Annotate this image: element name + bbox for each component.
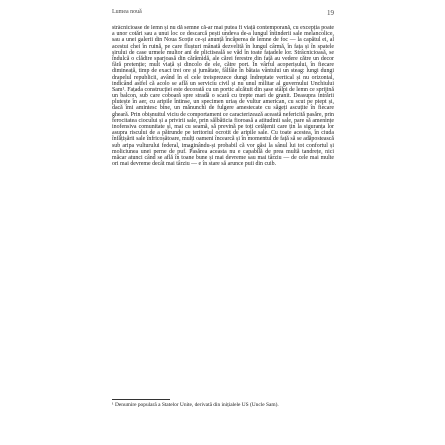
running-title: Lumea nouă — [112, 9, 142, 15]
footnote-divider — [112, 399, 170, 400]
footnote: ¹ Denumire populară a Statelor Unite, derivată din inițialele US (Uncle Sam). — [112, 402, 279, 408]
body-text — [112, 25, 334, 395]
page-number: 19 — [327, 9, 334, 17]
page-header — [112, 9, 334, 19]
paragraph: strâcnicioase de lemn și nu dă semne că-ar mai putea fi viață contemporană, cu excepția poate a unor cotări sau a unui loc ce descarcă pești undeva de-a lungul întinderii sale melancolice, sau a unei galerii din Noua Scoție ce-și anunță încăperea de lemne de foc — la capătul ei, al acestui chei în ruină, pe care flușturi mânată dezvelită în lungul cârmă, în fața și în spatele șirului de case urmele multor ani de plictiseală se văd în toate fațadele lor. Strâcnicioasă, se îndulcă o clădire sparjoasă din cărămidă, ale cărei ferestre din față au vedere către un decor fără pretenție; mult viață și dincolo de ele, către port. În vârful acoperișului, în fiecare dimineață, timp de exact trei ore și jumătate, fâlfâie în bătaia vântului un steag: lungi dungi drapelul republicii, având în el cele treisprezece dungi îndreptate vertical și nu orizontal, indicând astfel că acolo se află un serviciu civil și nu unul militar al guvernului Unchiului Sam¹. Fațada construcției este decorată cu un portic alcătuit din șase stâlpi de lemn ce sprijină un balcon, sub care coboară spre stradă o scară cu trepte mari de granit. Deasupra intrării plutește în aer, cu aripile întinse, un specimen uriaș de vultur american, cu scut pe piept și, dacă îmi amintesc bine, un mănunchi de fulgere amestecate cu săgeți ascuțite în fiecare gheară. Prin obișnuitul viciu de comportament ce caracterizează această nefericită pasăre, prin ferocitatea ciocului și a privirii sale, prin sălbăticia fioroasă a atitudinii sale, pare să amenințe inofensiva comunitate și, mai cu seamă, să prevină pe toți cetățenii care țin la siguranța lor asupra riscului de a pătrunde pe teritoriul ocrotit de aripile sale. Cu toate acestea, în ciuda înfățișării sale înfricoșătoare, mulți oameni încearcă și în momentul de față să se adăpostească sub aripa vulturului federal, imaginându-și probabil că vor găsi la sânul lui tot confortul și moliciunea unei perne de puf. Pasărea aceasta nu e capabilă de prea multă tandrețe, nici măcar atunci când se află în toane bune și mai devreme sau mai târziu — de cele mai multe ori mai devreme decât mai târziu — e în stare să arunce puii din cuib. — [112, 25, 334, 168]
